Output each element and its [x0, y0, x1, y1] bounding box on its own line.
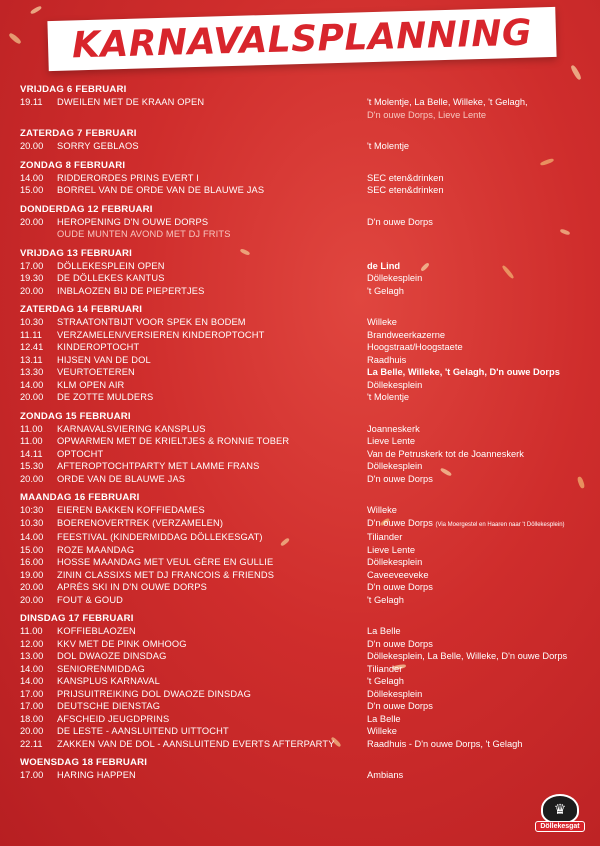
- location-text: Döllekesplein: [367, 557, 423, 567]
- event-row: [20, 448, 592, 461]
- day-heading: ZONDAG 15 FEBRUARI: [20, 410, 131, 422]
- event-name: [57, 184, 367, 197]
- event-title: DEUTSCHE DIENSTAG: [57, 701, 161, 711]
- event-row: [20, 391, 592, 404]
- event-name: [57, 341, 367, 354]
- event-row: [20, 594, 592, 607]
- day-heading: ZATERDAG 7 FEBRUARI: [20, 128, 137, 139]
- event-time: 12.41: [20, 342, 44, 352]
- location-text: SEC eten&drinken: [367, 172, 444, 183]
- event-title: HIJSEN VAN DE DOL: [57, 354, 151, 365]
- location-text: Döllekesplein: [367, 688, 423, 699]
- event-row: [20, 216, 592, 241]
- event-location: [367, 448, 592, 461]
- event-name: [57, 713, 367, 726]
- event-time: 13.11: [20, 354, 43, 365]
- event-time: 11.00: [20, 436, 43, 446]
- event-title: OPWARMEN MET DE KRIELTJES & RONNIE TOBER: [57, 436, 290, 446]
- event-time: 20.00: [20, 216, 44, 227]
- event-name: [57, 675, 367, 688]
- location-text: Willeke: [367, 317, 397, 327]
- location-text: 't Molentje: [367, 141, 410, 151]
- event-name: [57, 544, 367, 557]
- event-title: SENIORENMIDDAG: [57, 663, 145, 674]
- event-time: 13.00: [20, 651, 44, 661]
- event-location: [367, 769, 592, 782]
- event-title: PRIJSUITREIKING DOL DWAOZE DINSDAG: [57, 688, 251, 699]
- event-title: DE LESTE: [57, 726, 104, 736]
- event-name: [57, 172, 367, 185]
- event-time: 10.30: [20, 317, 44, 327]
- event-time: 11.11: [20, 329, 42, 340]
- location-text: Raadhuis: [367, 354, 407, 365]
- event-title: HARING HAPPEN: [57, 770, 136, 780]
- location-text: Raadhuis - D'n ouwe Dorps, 't Gelagh: [367, 738, 523, 749]
- location-text: D'n ouwe Dorps: [367, 582, 433, 592]
- day-block: [20, 128, 592, 153]
- location-text: SEC eten&drinken: [367, 185, 444, 195]
- event-location: [367, 725, 592, 738]
- event-name: [57, 96, 367, 121]
- event-name: [57, 379, 367, 392]
- location-text: Brandweerkazerne: [367, 329, 446, 340]
- confetti-piece: [8, 32, 22, 45]
- event-name: [57, 140, 367, 153]
- location-text: Lieve Lente: [367, 544, 416, 555]
- event-time: 20.00: [20, 285, 44, 296]
- location-text: Hoogstraat/Hoogstaete: [367, 342, 463, 352]
- event-row: [20, 650, 592, 663]
- event-time: 18.00: [20, 713, 44, 724]
- event-location: [367, 285, 592, 298]
- event-name: [57, 216, 367, 241]
- location-text: D'n ouwe Dorps: [367, 473, 433, 484]
- day-heading: MAANDAG 16 FEBRUARI: [20, 492, 140, 503]
- location-text: La Belle: [367, 713, 401, 724]
- location-text: Lieve Lente: [367, 436, 416, 446]
- location-continued: D'n ouwe Dorps, Lieve Lente: [367, 109, 487, 120]
- event-location: [367, 435, 592, 448]
- event-name: [57, 638, 367, 651]
- event-name: [57, 504, 367, 517]
- event-row: [20, 688, 592, 701]
- event-row: [20, 700, 592, 713]
- event-name: [57, 272, 367, 285]
- event-time: 20.00: [20, 582, 44, 592]
- event-name: [57, 688, 367, 701]
- event-name: [57, 531, 367, 544]
- location-text: Ambians: [367, 770, 404, 780]
- event-row: [20, 285, 592, 298]
- location-text: D'n ouwe Dorps: [367, 216, 433, 227]
- event-location: [367, 544, 592, 557]
- event-title: STRAATONTBIJT VOOR SPEK EN BODEM: [57, 317, 246, 327]
- location-text: 't Molentje, La Belle, Willeke, 't Gelagh,: [367, 97, 528, 107]
- day-block: [20, 248, 592, 298]
- event-title: APRÈS SKI IN D'N OUWE DORPS: [57, 582, 207, 592]
- logo: [528, 794, 592, 836]
- event-name: [57, 725, 367, 738]
- event-row: [20, 260, 592, 273]
- event-title: ROZE MAANDAG: [57, 544, 135, 555]
- event-location: [367, 473, 592, 486]
- day-heading: DINSDAG 17 FEBRUARI: [20, 613, 134, 624]
- event-location: [367, 96, 592, 121]
- event-time: 20.00: [20, 141, 44, 151]
- location-text: La Belle, Willeke, 't Gelagh, D'n ouwe Dorps: [367, 367, 560, 377]
- event-row: [20, 556, 592, 569]
- crest-icon: ♛: [541, 794, 579, 824]
- event-location: [367, 272, 592, 285]
- event-row: [20, 172, 592, 185]
- event-time: 17.00: [20, 688, 44, 699]
- page-title: KARNAVALSPLANNING: [71, 12, 533, 66]
- event-time: 14.00: [20, 676, 44, 686]
- event-row: [20, 531, 592, 544]
- event-location: [367, 638, 592, 651]
- event-time: 14.00: [20, 172, 44, 183]
- event-name: [57, 260, 367, 273]
- event-row: [20, 473, 592, 486]
- day-heading: VRIJDAG 13 FEBRUARI: [20, 247, 133, 259]
- day-block: [20, 160, 592, 197]
- event-name: [57, 556, 367, 569]
- event-time: 15.30: [20, 461, 44, 471]
- schedule-list: [20, 84, 592, 789]
- event-title: DWEILEN MET DE KRAAN OPEN: [57, 97, 205, 107]
- event-location: [367, 184, 592, 197]
- event-row: [20, 725, 592, 738]
- event-row: [20, 581, 592, 594]
- event-title: HOSSE MAANDAG MET VEUL GÈRE EN GULLIE: [57, 557, 274, 567]
- event-row: [20, 504, 592, 517]
- event-row: [20, 460, 592, 473]
- event-location: [367, 688, 592, 701]
- event-title: OPTOCHT: [57, 448, 104, 459]
- event-row: [20, 517, 592, 532]
- day-block: [20, 411, 592, 486]
- event-location: [367, 260, 592, 273]
- event-location: [367, 738, 592, 751]
- event-row: [20, 738, 592, 751]
- day-heading: DONDERDAG 12 FEBRUARI: [20, 203, 153, 215]
- day-heading: WOENSDAG 18 FEBRUARI: [20, 757, 148, 768]
- event-location: [367, 663, 592, 676]
- event-row: [20, 769, 592, 782]
- event-time: 14.00: [20, 379, 44, 390]
- event-time: 20.00: [20, 594, 44, 605]
- day-heading: ZATERDAG 14 FEBRUARI: [20, 304, 143, 315]
- event-location: [367, 625, 592, 638]
- day-block: [20, 204, 592, 241]
- event-time: 16.00: [20, 557, 44, 567]
- event-title: VEURTOETEREN: [57, 367, 135, 377]
- event-location: [367, 140, 592, 153]
- event-title: DE DÖLLEKES KANTUS: [57, 273, 165, 283]
- location-text: Döllekesplein, La Belle, Willeke, D'n ouwe Dorps: [367, 651, 568, 661]
- event-time: 11.00: [20, 626, 43, 636]
- event-row: [20, 140, 592, 153]
- event-title: EIEREN BAKKEN KOFFIEDAMES: [57, 505, 205, 515]
- location-text: 't Gelagh: [367, 676, 404, 686]
- event-location: [367, 341, 592, 354]
- event-name: [57, 423, 367, 436]
- event-name: [57, 285, 367, 298]
- event-name: [57, 448, 367, 461]
- event-name: [57, 316, 367, 329]
- event-row: [20, 354, 592, 367]
- event-row: [20, 316, 592, 329]
- event-location: [367, 391, 592, 404]
- event-title: DE ZOTTE MULDERS: [57, 392, 154, 402]
- event-title: BORREL VAN DE ORDE VAN DE BLAUWE JAS: [57, 185, 265, 195]
- event-time: 20.00: [20, 726, 44, 736]
- event-time: 15.00: [20, 185, 44, 195]
- location-text: 't Molentje: [367, 392, 410, 402]
- event-title: INBLAOZEN BIJ DE PIEPERTJES: [57, 285, 205, 296]
- event-time: 20.00: [20, 473, 44, 484]
- event-title: ORDE VAN DE BLAUWE JAS: [57, 473, 186, 484]
- event-title: DÖLLEKESPLEIN OPEN: [57, 260, 165, 271]
- title-banner: [47, 7, 556, 71]
- event-name: [57, 594, 367, 607]
- event-time: 14.11: [20, 448, 43, 459]
- event-name: [57, 700, 367, 713]
- location-text: de Lind: [367, 260, 401, 271]
- day-heading: ZONDAG 8 FEBRUARI: [20, 159, 126, 171]
- day-block: [20, 492, 592, 606]
- event-location: [367, 460, 592, 473]
- event-title: ZININ CLASSIXS MET DJ FRANCOIS & FRIENDS: [57, 569, 275, 580]
- event-name: [57, 329, 367, 342]
- location-text: D'n ouwe Dorps: [367, 701, 433, 711]
- event-row: [20, 638, 592, 651]
- confetti-piece: [30, 5, 42, 14]
- day-block: [20, 84, 592, 121]
- event-row: [20, 272, 592, 285]
- event-title: DOL DWAOZE DINSDAG: [57, 651, 167, 661]
- event-time: 10:30: [20, 505, 44, 515]
- event-location: [367, 713, 592, 726]
- location-text: Willeke: [367, 726, 397, 736]
- event-name: [57, 738, 367, 751]
- event-title: ZAKKEN VAN DE DOL: [57, 738, 155, 749]
- event-row: [20, 379, 592, 392]
- event-time: 20.00: [20, 392, 44, 402]
- event-location: [367, 216, 592, 241]
- location-text: Tiliander: [367, 663, 403, 674]
- event-name: [57, 354, 367, 367]
- event-time: 19.30: [20, 273, 44, 283]
- event-location: [367, 366, 592, 379]
- event-name: [57, 391, 367, 404]
- event-time: 17.00: [20, 701, 44, 711]
- event-row: [20, 569, 592, 582]
- location-note: (Via Moergestel en Haaren naar 't Döllekesplein): [435, 521, 565, 528]
- location-text: Joanneskerk: [367, 423, 420, 434]
- event-title: AFSCHEID JEUGDPRINS: [57, 713, 170, 724]
- event-row: [20, 96, 592, 121]
- event-time: 15.00: [20, 544, 44, 555]
- event-suffix: - AANSLUITEND UITTOCHT: [103, 726, 229, 736]
- event-row: [20, 329, 592, 342]
- event-row: [20, 713, 592, 726]
- event-time: 19.11: [20, 97, 43, 107]
- day-block: [20, 757, 592, 782]
- event-title: KOFFIEBLAOZEN: [57, 626, 136, 636]
- event-name: [57, 581, 367, 594]
- location-text: 't Gelagh: [367, 594, 404, 605]
- location-text: D'n ouwe Dorps: [367, 517, 433, 528]
- event-time: 13.30: [20, 367, 44, 377]
- event-row: [20, 625, 592, 638]
- event-time: 19.00: [20, 569, 44, 580]
- event-time: 17.00: [20, 770, 44, 780]
- event-location: [367, 650, 592, 663]
- event-location: [367, 517, 592, 532]
- event-location: [367, 329, 592, 342]
- event-time: 14.00: [20, 663, 44, 674]
- event-name: [57, 663, 367, 676]
- event-name: [57, 366, 367, 379]
- event-location: [367, 379, 592, 392]
- event-title: HEROPENING D'N OUWE DORPS: [57, 216, 209, 227]
- event-title: KARNAVALSVIERING KANSPLUS: [57, 423, 206, 434]
- event-row: [20, 675, 592, 688]
- event-title: KKV MET DE PINK OMHOOG: [57, 638, 187, 649]
- event-row: [20, 544, 592, 557]
- event-name: [57, 460, 367, 473]
- event-title: FEESTIVAL (KINDERMIDDAG DÖLLEKESGAT): [57, 532, 263, 542]
- event-time: 12.00: [20, 638, 44, 649]
- location-text: Döllekesplein: [367, 379, 423, 390]
- event-row: [20, 341, 592, 354]
- day-heading: VRIJDAG 6 FEBRUARI: [20, 84, 127, 95]
- event-location: [367, 569, 592, 582]
- event-time: 14.00: [20, 532, 44, 542]
- day-block: [20, 304, 592, 404]
- event-name: [57, 650, 367, 663]
- event-location: [367, 354, 592, 367]
- event-name: [57, 473, 367, 486]
- location-text: La Belle: [367, 626, 401, 636]
- event-title: FOUT & GOUD: [57, 594, 124, 605]
- event-time: 17.00: [20, 260, 44, 271]
- event-row: [20, 423, 592, 436]
- event-location: [367, 675, 592, 688]
- event-time: 10.30: [20, 517, 44, 528]
- event-subtitle: OUDE MUNTEN AVOND MET DJ FRITS: [57, 229, 231, 239]
- event-time: 11.00: [20, 423, 43, 434]
- event-location: [367, 172, 592, 185]
- location-text: Döllekesplein: [367, 273, 423, 283]
- event-location: [367, 316, 592, 329]
- location-text: Willeke: [367, 505, 397, 515]
- event-location: [367, 594, 592, 607]
- location-text: Döllekesplein: [367, 461, 423, 471]
- location-text: Caveeveeveke: [367, 569, 429, 580]
- event-title: RIDDERORDES PRINS EVERT I: [57, 172, 199, 183]
- event-row: [20, 435, 592, 448]
- event-name: [57, 769, 367, 782]
- event-location: [367, 504, 592, 517]
- event-title: KLM OPEN AIR: [57, 379, 125, 390]
- event-location: [367, 556, 592, 569]
- event-name: [57, 569, 367, 582]
- event-location: [367, 700, 592, 713]
- event-row: [20, 366, 592, 379]
- location-text: D'n ouwe Dorps: [367, 638, 433, 649]
- event-name: [57, 435, 367, 448]
- event-title: KINDEROPTOCHT: [57, 342, 140, 352]
- location-text: 't Gelagh: [367, 285, 404, 296]
- event-title: VERZAMELEN/VERSIEREN KINDEROPTOCHT: [57, 329, 265, 340]
- event-row: [20, 184, 592, 197]
- event-title: SORRY GEBLAOS: [57, 141, 139, 151]
- event-name: [57, 625, 367, 638]
- logo-text: Döllekesgat: [535, 821, 584, 832]
- event-title: AFTEROPTOCHTPARTY MET LAMME FRANS: [57, 461, 260, 471]
- event-title: KANSPLUS KARNAVAL: [57, 676, 160, 686]
- day-block: [20, 613, 592, 750]
- confetti-piece: [570, 64, 582, 80]
- event-suffix: - AANSLUITEND EVERTS AFTERPARTY: [154, 738, 335, 749]
- location-text: Tiliander: [367, 532, 403, 542]
- event-title: BOERENOVERTREK (VERZAMELEN): [57, 517, 224, 528]
- event-time: 22.11: [20, 738, 43, 749]
- event-row: [20, 663, 592, 676]
- event-location: [367, 581, 592, 594]
- event-location: [367, 423, 592, 436]
- event-name: [57, 517, 367, 532]
- event-location: [367, 531, 592, 544]
- location-text: Van de Petruskerk tot de Joanneskerk: [367, 448, 524, 459]
